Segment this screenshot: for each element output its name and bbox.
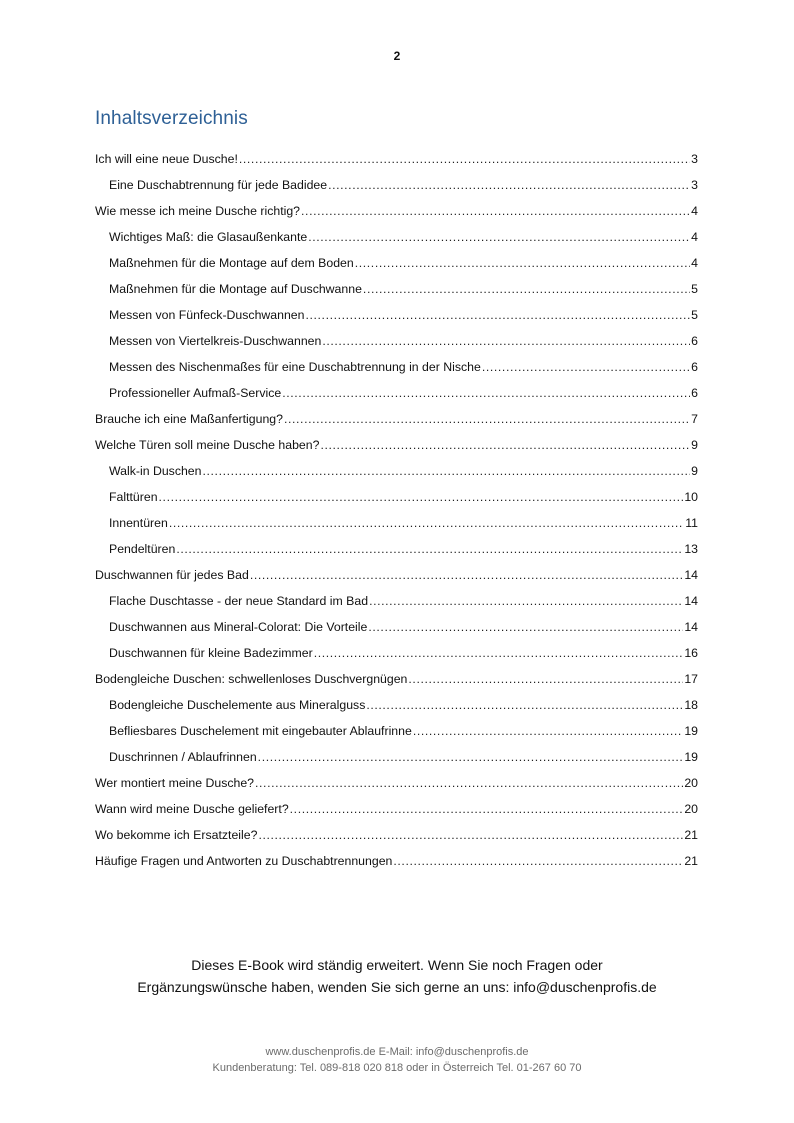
toc-dot-leader <box>363 276 690 302</box>
toc-entry[interactable] <box>95 172 698 198</box>
ebook-notice <box>0 954 794 998</box>
toc-dot-leader <box>369 588 683 614</box>
toc-entry-page: 17 <box>684 672 698 686</box>
toc-entry[interactable] <box>95 666 698 692</box>
toc-entry-page: 20 <box>684 802 698 816</box>
toc-title: Inhaltsverzeichnis <box>95 107 248 129</box>
toc-entry[interactable] <box>95 796 698 822</box>
toc-dot-leader <box>290 796 684 822</box>
toc-entry-page: 4 <box>691 230 698 244</box>
toc-entry-page: 9 <box>691 464 698 478</box>
toc-dot-leader <box>482 354 690 380</box>
toc-dot-leader <box>203 458 691 484</box>
toc-entry[interactable] <box>95 328 698 354</box>
toc-dot-leader <box>320 432 690 458</box>
toc-entry-page: 9 <box>691 438 698 452</box>
toc-entry[interactable] <box>95 198 698 224</box>
toc-entry-label: Ich will eine neue Dusche! <box>95 152 238 166</box>
toc-entry-label: Duschwannen aus Mineral-Colorat: Die Vorteile <box>109 620 368 634</box>
toc-entry[interactable] <box>95 484 698 510</box>
table-of-contents <box>95 146 698 874</box>
toc-entry-page: 4 <box>691 204 698 218</box>
toc-entry-label: Duschwannen für kleine Badezimmer <box>109 646 313 660</box>
toc-entry-page: 13 <box>684 542 698 556</box>
toc-entry-page: 16 <box>684 646 698 660</box>
toc-entry[interactable] <box>95 536 698 562</box>
toc-entry-label: Eine Duschabtrennung für jede Badidee <box>109 178 328 192</box>
toc-entry-page: 21 <box>684 854 698 868</box>
toc-entry-label: Bodengleiche Duschelemente aus Mineralguss <box>109 698 366 712</box>
toc-dot-leader <box>308 224 690 250</box>
page-number: 2 <box>393 49 401 63</box>
toc-entry[interactable] <box>95 354 698 380</box>
toc-dot-leader <box>284 406 690 432</box>
toc-dot-leader <box>328 172 690 198</box>
toc-entry-page: 14 <box>684 568 698 582</box>
toc-entry-label: Wie messe ich meine Dusche richtig? <box>95 204 301 218</box>
toc-dot-leader <box>159 484 684 510</box>
toc-dot-leader <box>408 666 683 692</box>
toc-entry-page: 5 <box>691 308 698 322</box>
toc-dot-leader <box>368 614 683 640</box>
toc-entry-label: Wo bekomme ich Ersatzteile? <box>95 828 258 842</box>
toc-entry-page: 6 <box>691 360 698 374</box>
toc-entry-page: 18 <box>684 698 698 712</box>
toc-entry-page: 19 <box>684 750 698 764</box>
toc-entry-label: Bodengleiche Duschen: schwellenloses Duschvergnügen <box>95 672 408 686</box>
toc-dot-leader <box>355 250 690 276</box>
toc-entry[interactable] <box>95 588 698 614</box>
toc-entry[interactable] <box>95 692 698 718</box>
toc-entry[interactable] <box>95 510 698 536</box>
toc-entry-label: Innentüren <box>109 516 168 530</box>
toc-dot-leader <box>176 536 683 562</box>
footer-phone: Kundenberatung: Tel. 089-818 020 818 oder in Österreich Tel. 01-267 60 70 <box>212 1062 582 1074</box>
toc-entry[interactable] <box>95 458 698 484</box>
toc-entry[interactable] <box>95 718 698 744</box>
toc-entry-page: 14 <box>684 594 698 608</box>
toc-entry-label: Walk-in Duschen <box>109 464 202 478</box>
toc-entry-page: 11 <box>685 516 698 530</box>
toc-entry-page: 10 <box>684 490 698 504</box>
toc-entry[interactable] <box>95 562 698 588</box>
toc-entry-label: Messen von Fünfeck-Duschwannen <box>109 308 305 322</box>
toc-dot-leader <box>393 848 683 874</box>
page-footer <box>0 1044 794 1076</box>
toc-entry[interactable] <box>95 380 698 406</box>
toc-entry-page: 3 <box>691 152 698 166</box>
toc-entry-page: 21 <box>684 828 698 842</box>
toc-entry-label: Wann wird meine Dusche geliefert? <box>95 802 289 816</box>
toc-entry[interactable] <box>95 224 698 250</box>
toc-entry-page: 4 <box>691 256 698 270</box>
toc-entry-label: Pendeltüren <box>109 542 176 556</box>
toc-entry-label: Falttüren <box>109 490 158 504</box>
toc-entry[interactable] <box>95 640 698 666</box>
toc-dot-leader <box>413 718 683 744</box>
toc-dot-leader <box>239 146 690 172</box>
toc-entry[interactable] <box>95 848 698 874</box>
toc-entry-page: 7 <box>691 412 698 426</box>
toc-entry[interactable] <box>95 302 698 328</box>
toc-entry-label: Wichtiges Maß: die Glasaußenkante <box>109 230 308 244</box>
toc-entry-label: Welche Türen soll meine Dusche haben? <box>95 438 320 452</box>
toc-dot-leader <box>314 640 684 666</box>
toc-entry-page: 3 <box>691 178 698 192</box>
toc-entry-label: Maßnehmen für die Montage auf dem Boden <box>109 256 354 270</box>
toc-dot-leader <box>301 198 690 224</box>
toc-entry[interactable] <box>95 406 698 432</box>
toc-entry-label: Flache Duschtasse - der neue Standard im Bad <box>109 594 369 608</box>
toc-entry-page: 19 <box>684 724 698 738</box>
toc-entry-label: Häufige Fragen und Antworten zu Duschabtrennungen <box>95 854 393 868</box>
notice-line-1: Dieses E-Book wird ständig erweitert. Wenn Sie noch Fragen oder <box>191 957 603 973</box>
toc-dot-leader <box>366 692 683 718</box>
toc-entry-page: 20 <box>684 776 698 790</box>
toc-entry-label: Messen von Viertelkreis-Duschwannen <box>109 334 322 348</box>
toc-dot-leader <box>258 822 683 848</box>
toc-entry-page: 14 <box>684 620 698 634</box>
toc-dot-leader <box>305 302 690 328</box>
toc-entry-label: Duschrinnen / Ablaufrinnen <box>109 750 257 764</box>
toc-entry-page: 6 <box>691 334 698 348</box>
toc-dot-leader <box>258 744 684 770</box>
toc-dot-leader <box>322 328 690 354</box>
toc-entry[interactable] <box>95 250 698 276</box>
toc-entry-label: Duschwannen für jedes Bad <box>95 568 249 582</box>
toc-entry-label: Brauche ich eine Maßanfertigung? <box>95 412 283 426</box>
toc-entry[interactable] <box>95 146 698 172</box>
toc-entry-label: Befliesbares Duschelement mit eingebauter Ablaufrinne <box>109 724 412 738</box>
toc-entry[interactable] <box>95 744 698 770</box>
toc-entry-label: Maßnehmen für die Montage auf Duschwanne <box>109 282 362 296</box>
toc-entry[interactable] <box>95 432 698 458</box>
toc-entry[interactable] <box>95 614 698 640</box>
toc-entry[interactable] <box>95 822 698 848</box>
toc-dot-leader <box>250 562 684 588</box>
toc-entry-label: Wer montiert meine Dusche? <box>95 776 255 790</box>
toc-entry-label: Professioneller Aufmaß-Service <box>109 386 282 400</box>
toc-dot-leader <box>282 380 690 406</box>
toc-entry[interactable] <box>95 276 698 302</box>
toc-entry-label: Messen des Nischenmaßes für eine Duschabtrennung in der Nische <box>109 360 481 374</box>
toc-entry-page: 6 <box>691 386 698 400</box>
toc-dot-leader <box>169 510 684 536</box>
toc-entry-page: 5 <box>691 282 698 296</box>
footer-contact: www.duschenprofis.de E-Mail: info@duschenprofis.de <box>265 1046 529 1058</box>
notice-line-2: Ergänzungswünsche haben, wenden Sie sich gerne an uns: info@duschenprofis.de <box>137 979 657 995</box>
toc-entry[interactable] <box>95 770 698 796</box>
toc-dot-leader <box>255 770 683 796</box>
